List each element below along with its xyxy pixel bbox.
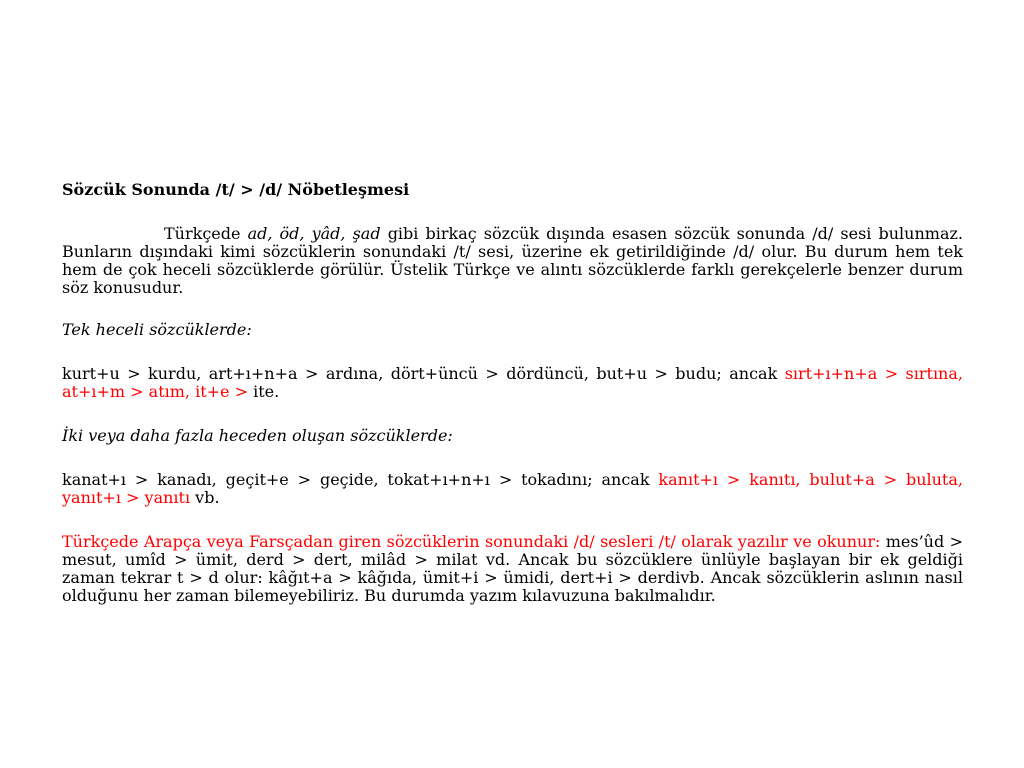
multi-examples-end: vb. xyxy=(190,488,220,507)
intro-text-start: Türkçede xyxy=(164,224,248,243)
loanword-rule: Türkçede Arapça veya Farsçadan giren sözcüklerin sonundaki /d/ sesleri /t/ olarak yazılır ve okunur: xyxy=(62,532,881,551)
single-examples-end: ite. xyxy=(253,382,280,401)
multi-examples-normal: kanat+ı > kanadı, geçit+e > geçide, tokat+ı+n+ı > tokadını; ancak xyxy=(62,470,659,489)
loanword-examples: mes’ûd > mesut, umîd > ümit, derd > dert, milâd > milat vd. Ancak bu sözcüklere ünlüyle başlayan bir ek geldiği zaman tekrar t > d olur: kâğıt+a > kâğıda, ümit+i > ümidi, dert+i > derdivb. Ancak sözcüklerin aslının nasıl olduğunu her zaman bilemeyebiliriz. Bu durumda yazım kılavuzuna bakılmalıdır. xyxy=(62,532,963,605)
single-syllable-title: Tek heceli sözcüklerde: xyxy=(62,320,252,339)
intro-text-rest: gibi birkaç sözcük dışında esasen sözcük sonunda /d/ sesi bulunmaz. Bunların dışındaki kimi sözcüklerin sonundaki /t/ sesi, üzerine ek getirildiğinde /d/ olur. Bu durum hem tek hem de çok heceli sözcüklerde görülür. Üstelik Türkçe ve alıntı sözcüklerde farklı gerekçelerle benzer durum söz konusudur. xyxy=(62,224,964,297)
single-examples-normal: kurt+u > kurdu, art+ı+n+a > ardına, dört+üncü > dördüncü, but+u > budu; ancak xyxy=(62,364,785,383)
slide-content xyxy=(62,181,963,605)
multi-syllable-examples xyxy=(62,471,963,507)
page-title: Sözcük Sonunda /t/ > /d/ Nöbetleşmesi xyxy=(62,180,410,199)
single-syllable-examples xyxy=(62,365,963,401)
loanword-paragraph xyxy=(62,533,963,605)
single-examples-exceptions: sırt+ı+n+a > sırtına, at+ı+m > atım, it+e > xyxy=(62,364,963,401)
intro-examples: ad, öd, yâd, şad xyxy=(247,224,381,243)
intro-paragraph xyxy=(62,225,963,297)
multi-examples-exceptions: kanıt+ı > kanıtı, bulut+a > buluta, yanıt+ı > yanıtı xyxy=(62,470,963,507)
multi-syllable-title: İki veya daha fazla heceden oluşan sözcüklerde: xyxy=(62,426,453,445)
